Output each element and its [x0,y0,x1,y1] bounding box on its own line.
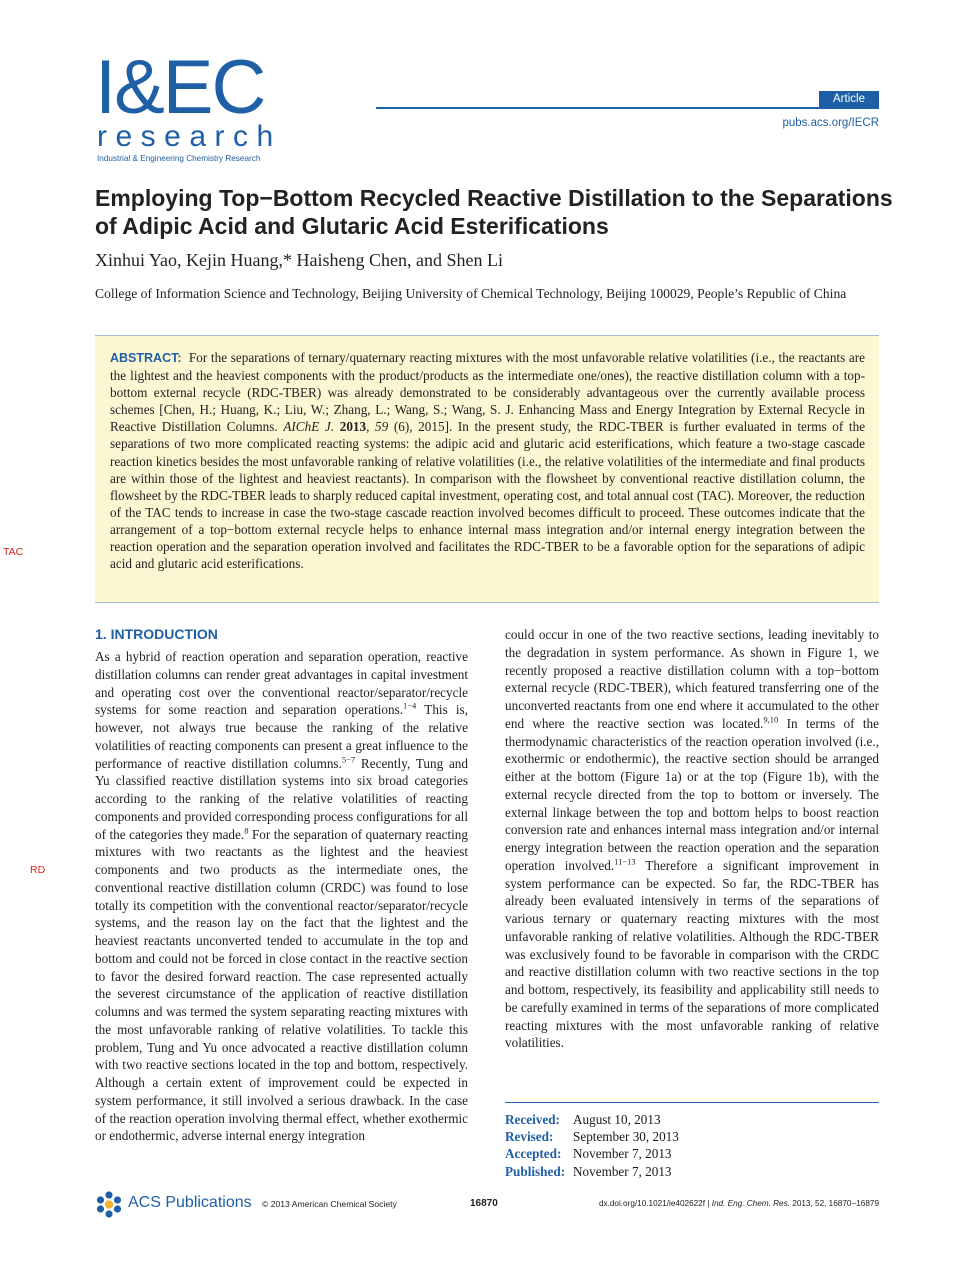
header-rule [376,107,879,109]
author-list: Xinhui Yao, Kejin Huang,* Haisheng Chen, and Shen Li [95,250,503,270]
journal-url-link[interactable]: pubs.acs.org/IECR [782,117,879,129]
left-p2: This is, however, not always true because the ranking of the relative volatilities of reacting components can present a great influence to the performance of reactive distillation columns. [95,702,468,771]
abstract-part-a: For the separations of ternary/quaternary reacting mixtures with the most unfavorable relative volatilities (i.e., the reactants are the lightest and the heaviest components with the product/products as the intermediate one/ones), the reactive distillation column with a top-bottom external recycle (RDC-TBER) was already demonstrated to be considerably advantageous over the currently available process schemes [Chen, H.; Huang, K.; Liu, W.; Zhang, L.; Wang, S.; Wang, S. J. Enhancing Mass and Energy Integration by External Recycle in Reactive Distillation Columns. [110,350,866,435]
date-label: Accepted: [505,1146,562,1162]
acs-hexagon-icon [95,1190,123,1218]
margin-mark-tac: TAC [3,546,24,558]
left-p3: Recently, Tung and Yu classified reactive distillation systems into six broad categories according to the ranking of the relative volatilities of reacting components and provided corresponding process configurations for all of the categories they made. [95,755,468,842]
ref-11-13[interactable]: 11−13 [614,856,636,867]
date-value: August 10, 2013 [573,1112,661,1127]
abstract-journal: AIChE J. [283,419,335,435]
abstract-year: 2013 [339,419,367,435]
date-label: Revised: [505,1129,554,1145]
date-value: November 7, 2013 [573,1146,672,1162]
ref-9-10[interactable]: 9,10 [763,714,779,725]
affiliation: College of Information Science and Technology, Beijing University of Chemical Technology, Beijing 100029, People’s Republic of China [95,286,847,301]
footer-journal: Ind. Eng. Chem. Res. [711,1199,790,1208]
right-p2: In terms of the thermodynamic characteristics of the reaction operation involved (i.e., exothermic or endothermic), the reactive section should be arranged either at the bottom (Figure 1a) or at the top (Figure 1b), with the external recycle directed from the top to bottom or inversely. The external linkage between the top and bottom helps to boost reaction conversion rate and enhances internal mass integration and/or internal energy integration between the reaction operation and the separation operation involved. [505,715,879,873]
left-p1: As a hybrid of reaction operation and separation operation, reactive distillation columns can render great advantages in capital investment and operating cost over the conventional reactor/separator/recycle systems for some reaction and separation operations. [95,649,468,718]
margin-mark-rd: RD [30,864,46,876]
ref-8[interactable]: 8 [244,825,249,836]
left-column-text [95,648,468,1145]
date-row [505,1145,679,1162]
date-label: Published: [505,1163,566,1179]
date-row [505,1163,679,1180]
date-row [505,1128,679,1145]
footer-doi-link[interactable]: dx.doi.org/10.1021/ie402622f [598,1199,706,1208]
footer-citation [560,1199,879,1208]
ref-5-7[interactable]: 5−7 [341,754,356,765]
abstract-volume: 59 [375,419,389,435]
footer-page-number: 16870 [470,1198,498,1209]
footer-copyright: © 2013 American Chemical Society [262,1199,397,1209]
publication-dates [505,1111,679,1180]
paper-title: Employing Top−Bottom Recycled Reactive Distillation to the Separations of Adipic Acid and Glutaric Acid Esterifications [95,185,893,239]
footer-citation-text: 2013, 52, 16870−16879 [789,1199,879,1208]
right-column-text [505,626,879,1052]
abstract-part-b: (6), 2015]. In the present study, the RDC-TBER is further evaluated in terms of the separations of two more complicated reacting systems: the adipic acid and glutaric acid esterifications, which feature a two-stage cascade reaction kinetics besides the most unfavorable ranking of relative volatilities (i.e., the relative volatilities of the intermediate and final products are within those of the lightest and heaviest reactants). In comparison with the flowsheet by conventional reactive distillation column, the flowsheet by the RDC-TBER leads to sharply reduced capital investment, operating cost, and total annual cost (TAC). Moreover, the reduction of the TAC tends to increase in case the two-stage cascade reaction involved becomes difficult to proceed. These outcomes indicate that the arrangement of a top−bottom external recycle helps to enhance internal mass integration and/or internal energy integration between the reaction operation and the separation operation involved and facilitates the RDC-TBER to be a favorable option for the separations of adipic acid and glutaric acid esterifications. [110,419,866,572]
abstract-text: ABSTRACT: For the separations of ternary/quaternary reacting mixtures with the most unfavorable relative volatilities (i.e., the reactants are the lightest and the heaviest components with the product/products as the intermediate one/ones), the reactive distillation column with a top-bottom external recycle (RDC-TBER) was already demonstrated to be considerably advantageous over the currently available process schemes [Chen, H.; Huang, K.; Liu, W.; Zhang, L.; Wang, S.; Wang, S. J. Enhancing Mass and Energy Integration by External Recycle in Reactive Distillation Columns. AIChE J. 2013, 59 (6), 2015]. In the present study, the RDC-TBER is further evaluated in terms of the separations of two more complicated reacting systems: the adipic acid and glutaric acid esterifications, which feature a two-stage cascade reaction kinetics besides the most unfavorable ranking of relative volatilities (i.e., the relative volatilities of the intermediate and final products are within those of the lightest and heaviest reactants). In comparison with the flowsheet by conventional reactive distillation column, the flowsheet by the RDC-TBER leads to sharply reduced capital investment, operating cost, and total annual cost (TAC). Moreover, the reduction of the TAC tends to increase in case the two-stage cascade reaction involved becomes difficult to proceed. These outcomes indicate that the arrangement of a top−bottom external recycle helps to enhance internal mass integration and/or internal energy integration between the reaction operation and the separation operation involved and facilitates the RDC-TBER to be a favorable option for the separations of adipic acid and glutaric acid esterifications. [110,350,866,572]
journal-logo-research: research [97,120,282,153]
date-label: Received: [505,1112,560,1127]
right-p1: could occur in one of the two reactive sections, leading inevitably to the degradation in system performance. As shown in Figure 1, we recently proposed a reactive distillation column with a top−bottom external recycle (RDC-TBER), which featured transferring one of the unconverted reactants from one end where it accumulated to the other end where the reactive section was located. [505,627,879,731]
left-p4: For the separation of quaternary reacting mixtures with two reactants as the lightest and the heaviest components and two products as the intermediate ones, the conventional reactive distillation column (CRDC) was found to lose totally its competition with the conventional reactor/separator/recycle systems, and the reason lay on the fact that the lightest and the heaviest reactants unconverted tended to accumulate in the top and bottom and could not be forced in close contact in the reactive section to favor the desired forward reaction. The case represented actually the severest circumstance of the application of reactive distillation columns and was termed the system separating reacting mixtures with the most unfavorable ranking of relative volatilities. To tackle this problem, Tung and Yu once advocated a reactive distillation column with two reactive sections located in the top and bottom, respectively. Although a certain extent of improvement could be expected in system performance, it still involved a serious drawback. In the case of the reaction operation involving thermal effect, whether exothermic or endothermic, adverse internal energy integration [95,826,468,1144]
date-value: November 7, 2013 [573,1163,672,1179]
right-p3: Therefore a significant improvement in system performance can be expected. So far, the RDC-TBER has already been evaluated intensively in terms of the separations of various ternary or quaternary reacting mixtures with the most unfavorable ranking of relative volatilities. Although the RDC-TBER was exclusively found to be favorable in comparison with the CRDC and reactive distillation column with two reactive sections in the top and bottom, respectively, its feasibility and applicability still needs to be carefully examined in terms of the separations of more complicated reacting mixtures with the most unfavorable ranking of relative volatilities. [505,857,879,1051]
article-type-badge: Article [819,91,879,108]
date-row [505,1111,679,1128]
ref-1-4[interactable]: 1−4 [403,700,417,711]
journal-logo: I&EC [95,45,265,130]
dates-rule [505,1102,879,1103]
footer-separator: | [705,1199,712,1208]
abstract-label: ABSTRACT: [110,351,182,365]
section-heading: 1. INTRODUCTION [95,626,218,642]
acs-publications-logo[interactable]: ACS Publications [128,1194,252,1211]
journal-logo-subtitle: Industrial & Engineering Chemistry Research [97,154,261,163]
date-value: September 30, 2013 [573,1129,679,1145]
